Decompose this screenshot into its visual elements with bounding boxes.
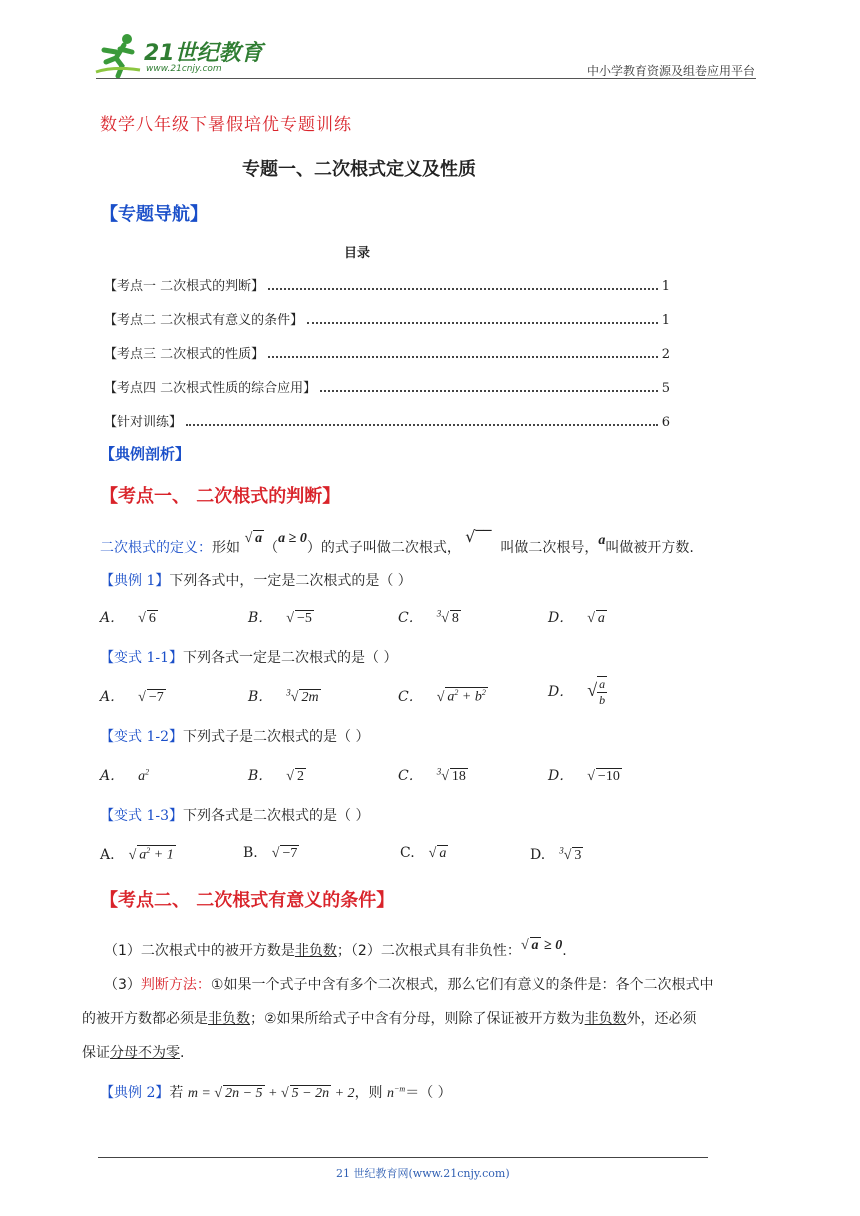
question-text: 若 bbox=[169, 1085, 184, 1101]
toc-title: 目录 bbox=[344, 246, 371, 261]
question-3 bbox=[100, 726, 369, 746]
point1-heading: 【考点一、 二次根式的判断】 bbox=[100, 486, 341, 507]
option-a[interactable]: A. √ $a^2 + 1$ bbox=[100, 846, 174, 863]
option-c[interactable]: C. √ a bbox=[400, 845, 447, 861]
header-logo bbox=[94, 30, 264, 78]
toc-item[interactable] bbox=[104, 275, 670, 294]
toc-page: 2 bbox=[661, 347, 670, 362]
question-5: 【典例 2】若 m = √ 2n − 5 + √ 5 − 2n + 2，则 $n^{-m}=$（ ） bbox=[100, 1084, 452, 1101]
condition-3 bbox=[104, 974, 774, 994]
option-b[interactable]: B． √ −5 bbox=[248, 610, 312, 626]
runner-logo-icon bbox=[94, 32, 144, 78]
question-formula: m = √ 2n − 5 + √ 5 − 2n + 2 bbox=[187, 1086, 355, 1101]
condition-text: ①如果一个式子中含有多个二次根式，那么它们有意义的条件是：各个二次根式中 bbox=[210, 977, 714, 993]
footer-divider bbox=[98, 1157, 708, 1158]
toc-label: 【针对训练】 bbox=[104, 415, 183, 430]
condition-label: 判断方法： bbox=[140, 977, 211, 993]
condition-3-cont bbox=[82, 1008, 772, 1028]
question-tag: 【典例 1】 bbox=[100, 573, 170, 589]
condition-text: （3） bbox=[104, 977, 141, 993]
toc-item[interactable] bbox=[104, 411, 670, 430]
question-tag: 【变式 1-1】 bbox=[100, 650, 183, 666]
toc-label: 【考点四 二次根式性质的综合应用】 bbox=[104, 381, 317, 396]
logo-url: www.21cnjy.com bbox=[146, 64, 222, 74]
definition-text: ）的式子叫做二次根式， bbox=[306, 540, 461, 556]
option-d[interactable]: D． √ −10 bbox=[548, 768, 620, 784]
option-d[interactable]: D． √ $\frac{a}{b}$ bbox=[548, 677, 606, 707]
condition-text: ；②如果所给式子中含有分母，则除了保证被开方数为 bbox=[250, 1011, 585, 1027]
toc-label: 【考点二 二次根式有意义的条件】 bbox=[104, 313, 304, 328]
option-d[interactable]: D． √ a bbox=[548, 610, 605, 626]
definition-text: 叫做被开方数. bbox=[605, 540, 694, 556]
question-text: 下列各式是二次根式的是（ ） bbox=[183, 808, 370, 824]
condition-1: （1）二次根式中的被开方数是非负数；（2）二次根式具有非负性：√ a ≥ 0. bbox=[104, 938, 567, 959]
option-b[interactable]: B． $^3$√ 2m bbox=[248, 687, 319, 705]
condition-3-end bbox=[82, 1042, 184, 1062]
condition-text: 的被开方数都必须是 bbox=[82, 1011, 208, 1027]
option-a[interactable]: A． √ 6 bbox=[100, 610, 156, 626]
question-text: 下列式子是二次根式的是（ ） bbox=[183, 729, 370, 745]
option-d[interactable]: D. $^3$√ 3 bbox=[530, 845, 582, 863]
condition-underlined: 分母不为零 bbox=[110, 1045, 180, 1061]
nav-heading: 【专题导航】 bbox=[100, 204, 208, 225]
toc-label: 【考点三 二次根式的性质】 bbox=[104, 347, 265, 362]
option-a[interactable]: A． √ −7 bbox=[100, 689, 164, 705]
footer-text[interactable]: 21 世纪教育网(www.21cnjy.com) bbox=[336, 1167, 510, 1180]
condition-text: 保证 bbox=[82, 1045, 110, 1061]
toc-page: 1 bbox=[661, 313, 670, 328]
topic-title: 专题一、二次根式定义及性质 bbox=[242, 159, 476, 180]
question-text: 下列各式一定是二次根式的是（ ） bbox=[183, 650, 398, 666]
logo-text: 21世纪教育 bbox=[144, 41, 263, 66]
question-tag: 【变式 1-3】 bbox=[100, 808, 183, 824]
toc-item[interactable] bbox=[104, 343, 670, 362]
option-b[interactable]: B. √ −7 bbox=[243, 845, 298, 861]
toc-page: 5 bbox=[661, 381, 670, 396]
question-4 bbox=[100, 805, 369, 825]
toc-page: 6 bbox=[661, 415, 670, 430]
question-2 bbox=[100, 647, 397, 667]
definition-line: 二次根式的定义：形如 √ a（a ≥ 0）的式子叫做二次根式， √‾‾ 叫做二次根号，a叫做被开方数. bbox=[100, 527, 694, 556]
question-tag: 【典例 2】 bbox=[100, 1085, 170, 1101]
condition-text: （1）二次根式中的被开方数是 bbox=[104, 943, 295, 959]
definition-text: 形如 bbox=[212, 540, 240, 556]
toc-item[interactable] bbox=[104, 377, 670, 396]
question-tag: 【变式 1-2】 bbox=[100, 729, 183, 745]
condition-text: . bbox=[180, 1045, 185, 1061]
option-b[interactable]: B． √ 2 bbox=[248, 768, 304, 784]
question-text: 下列各式中，一定是二次根式的是（ ） bbox=[169, 573, 412, 589]
examples-heading: 【典例剖析】 bbox=[100, 445, 191, 463]
condition-text: 外，还必须 bbox=[626, 1011, 697, 1027]
condition-underlined: 非负数 bbox=[294, 943, 337, 959]
header-divider bbox=[96, 78, 756, 79]
toc-page: 1 bbox=[661, 279, 670, 294]
option-c[interactable]: C． $^3$√ 8 bbox=[398, 608, 459, 626]
platform-name: 中小学教育资源及组卷应用平台 bbox=[586, 64, 755, 78]
question-text: ＝（ ） bbox=[405, 1085, 452, 1101]
toc-item[interactable] bbox=[104, 309, 670, 328]
condition-underlined: 非负数 bbox=[584, 1011, 627, 1027]
option-a[interactable]: A． $a^2$ bbox=[100, 767, 150, 784]
option-c[interactable]: C． $^3$√ 18 bbox=[398, 766, 466, 784]
option-c[interactable]: C． √ $a^2 + b^2$ bbox=[398, 688, 486, 705]
question-1 bbox=[100, 570, 412, 590]
condition-text: ；（2）二次根式具有非负性： bbox=[336, 943, 521, 959]
toc-label: 【考点一 二次根式的判断】 bbox=[104, 279, 265, 294]
series-title: 数学八年级下暑假培优专题训练 bbox=[100, 115, 352, 135]
definition-text: 叫做二次根号， bbox=[500, 540, 599, 556]
condition-underlined: 非负数 bbox=[208, 1011, 250, 1027]
point2-heading: 【考点二、 二次根式有意义的条件】 bbox=[100, 890, 395, 911]
definition-label: 二次根式的定义： bbox=[100, 540, 212, 556]
question-text: ，则 bbox=[354, 1085, 383, 1101]
